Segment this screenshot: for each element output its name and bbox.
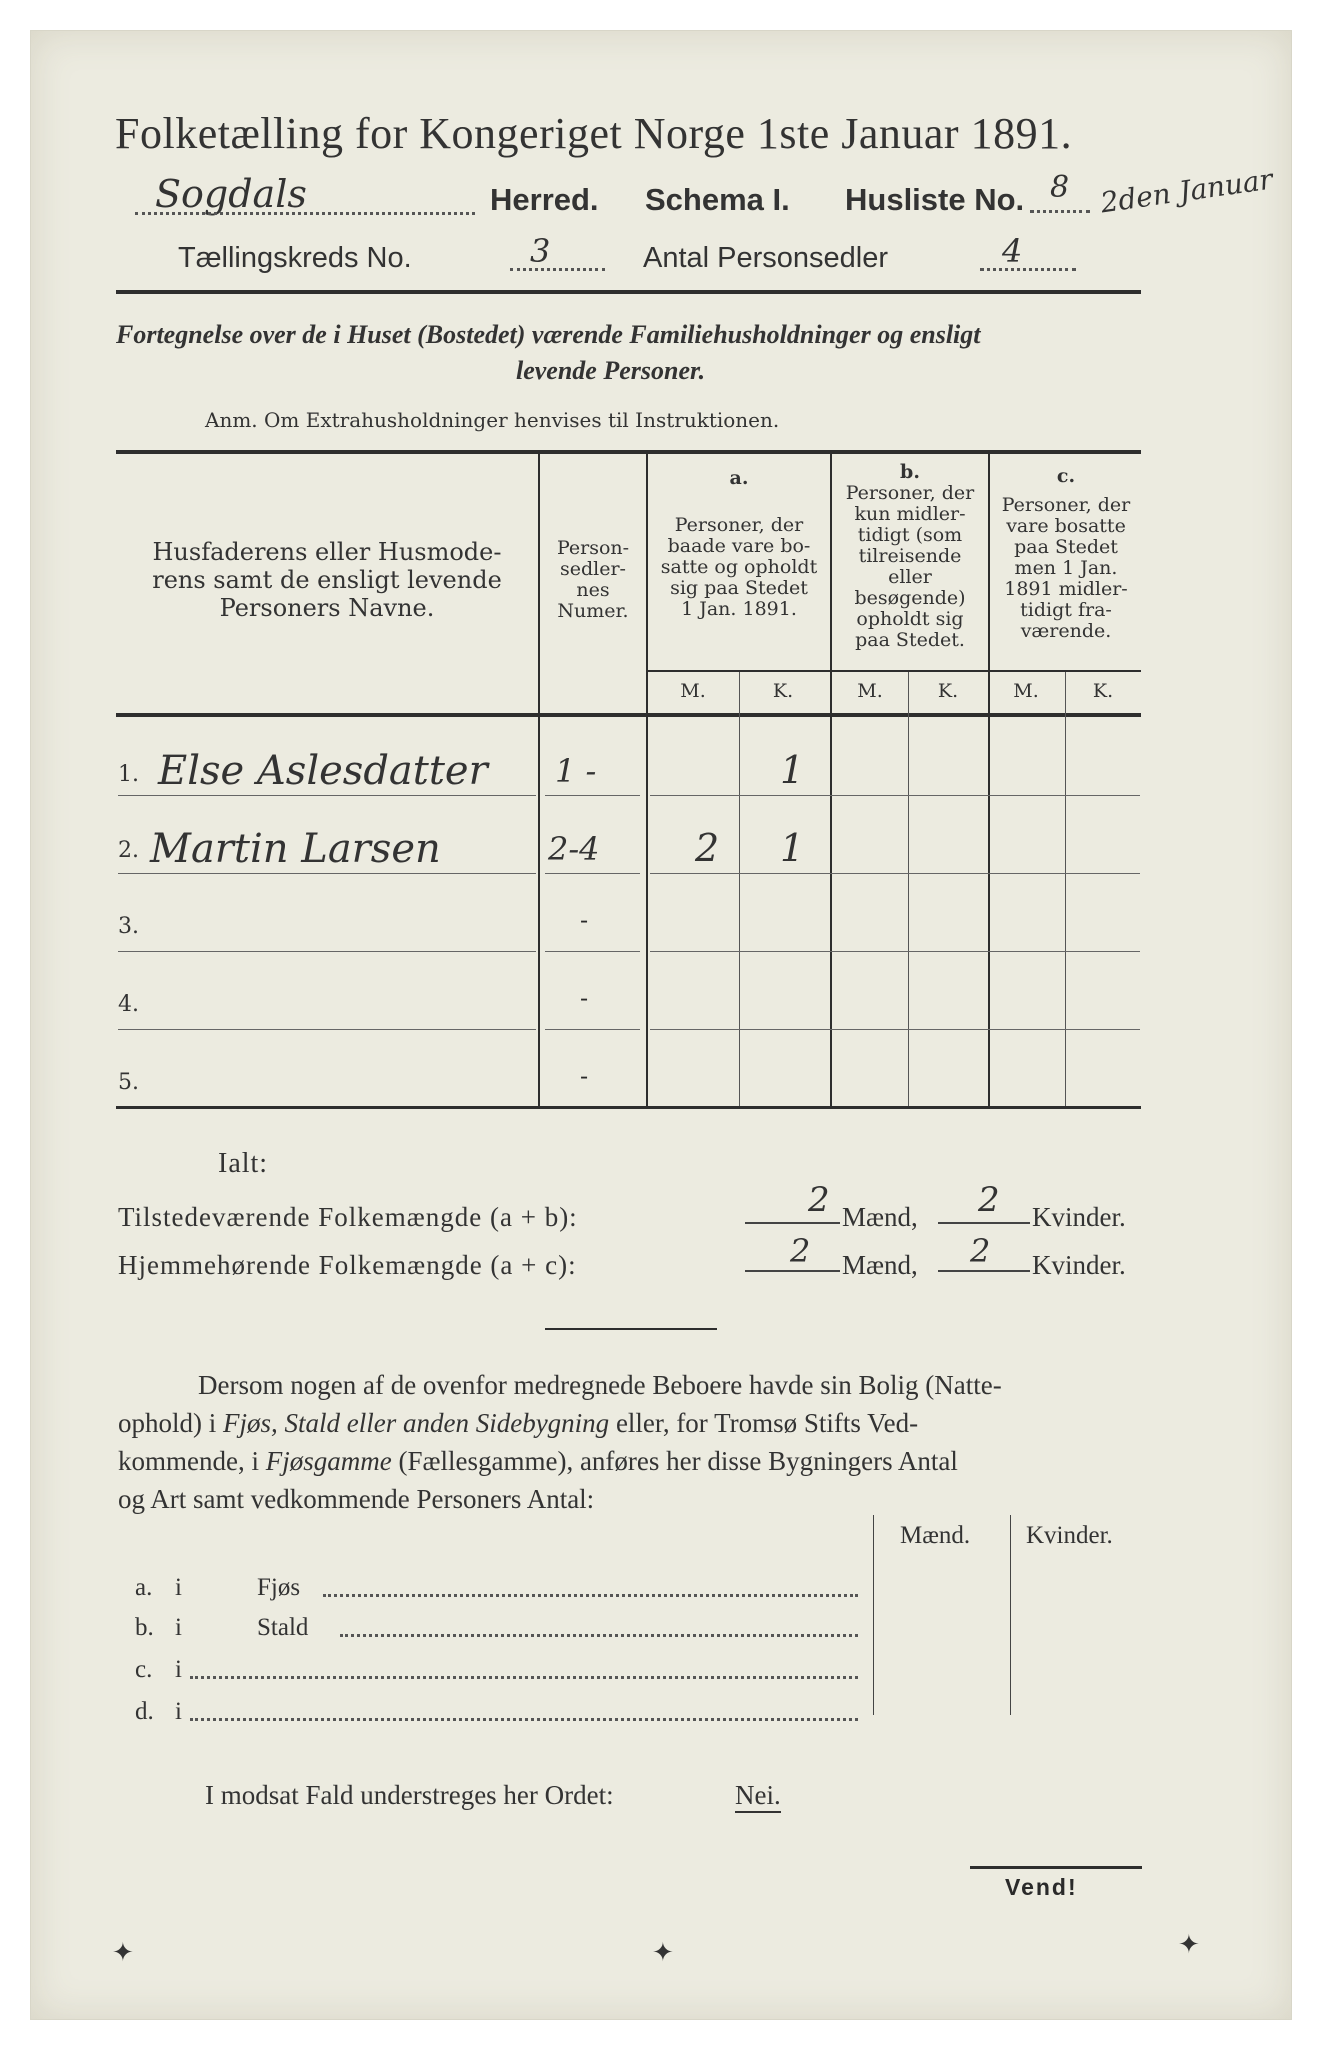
col-a-letter: a. — [729, 467, 749, 489]
col-divider-3 — [830, 452, 832, 1108]
total-2-kvinder-line — [938, 1270, 1030, 1272]
row-1-sedler: 1 - — [555, 752, 597, 790]
notice-line4: og Art samt vedkommende Personers Antal: — [118, 1484, 595, 1514]
col-b-line1: Personer, der — [845, 482, 975, 504]
personsedler-value: 4 — [1002, 232, 1023, 270]
total-1-kvinder-value: 2 — [978, 1180, 1000, 1220]
herred-dots — [135, 212, 475, 215]
notice-line3 — [118, 1446, 958, 1477]
col-a-line1: Personer, der — [674, 514, 804, 536]
col-a-line4: sig paa Stedet — [670, 577, 808, 599]
col-name-line2: rens samt de ensligt levende — [152, 566, 502, 594]
building-c-letter: c. — [135, 1656, 153, 1683]
building-a-letter: a. — [135, 1574, 153, 1601]
row-3-sedler: - — [580, 906, 589, 934]
c-m-label: M. — [1013, 680, 1039, 702]
col-divider-4 — [988, 452, 990, 1108]
c-k-label: K. — [1092, 680, 1114, 702]
ialt-label: Ialt: — [218, 1148, 269, 1179]
personsedler-dots — [980, 268, 1076, 271]
b-mk-divider — [908, 672, 909, 1106]
total-2-kvinder-value: 2 — [970, 1232, 991, 1270]
col-c-line6: tidigt fra- — [1020, 599, 1112, 621]
col-b-header — [833, 462, 987, 651]
col-c-header — [991, 466, 1141, 642]
total-2-kvinder-label: Kvinder. — [1032, 1250, 1126, 1280]
form-title: Folketælling for Kongeriget Norge 1ste Januar 1891. — [115, 109, 1073, 158]
row-2-sedler: 2-4 — [548, 830, 600, 868]
kreds-dots — [510, 268, 605, 271]
a-m-label: M. — [680, 680, 706, 702]
total-2-maend-value: 2 — [790, 1232, 811, 1270]
row-5-number: 5. — [118, 1070, 139, 1095]
building-a-label: Fjøs — [257, 1574, 301, 1601]
col-b-line5: eller — [888, 566, 932, 588]
total-1-maend-value: 2 — [808, 1180, 830, 1220]
kreds-value: 3 — [530, 232, 551, 270]
row-2-line-num — [545, 873, 640, 874]
row-4-line-name — [118, 1029, 536, 1030]
schema-label: Schema I. — [645, 182, 790, 217]
building-b-label: Stald — [257, 1614, 309, 1641]
row-1-a-k: 1 — [780, 748, 805, 792]
building-c-i: i — [175, 1656, 182, 1683]
vend-label: Vend! — [1005, 1874, 1078, 1900]
notice-line2-a: ophold) i — [118, 1408, 223, 1438]
col-divider-2 — [646, 452, 648, 1108]
col-a-header — [650, 468, 828, 620]
intro-line2: levende Personer. — [516, 356, 706, 385]
header-rule — [116, 290, 1141, 294]
husliste-note: 2den Januar — [1098, 162, 1275, 220]
building-kvinder-header: Kvinder. — [1026, 1522, 1113, 1549]
row-4-line-num — [545, 1029, 640, 1030]
corner-mark-left-icon: ✦ — [112, 1938, 134, 1968]
nei-word: Nei. — [735, 1780, 781, 1813]
corner-mark-right-icon: ✦ — [1178, 1930, 1200, 1960]
row-3-line-name — [118, 951, 536, 952]
col-num-line4: Numer. — [557, 600, 629, 622]
notice-line2 — [118, 1408, 918, 1439]
col-name-line3: Personers Navne. — [219, 594, 435, 622]
kreds-label: Tællingskreds No. — [178, 242, 412, 274]
col-name-header — [122, 538, 532, 622]
row-3-number: 3. — [118, 914, 139, 939]
col-c-line1: Personer, der — [1001, 494, 1131, 516]
building-divider-1 — [873, 1515, 874, 1715]
notice-line3-b: Fjøsgamme — [265, 1446, 392, 1476]
row-2-name: Martin Larsen — [150, 826, 441, 872]
col-a-line5: 1 Jan. 1891. — [681, 598, 797, 620]
row-5-sedler: - — [580, 1062, 589, 1090]
col-b-letter: b. — [900, 461, 920, 483]
husliste-dots — [1030, 210, 1090, 213]
col-num-header — [542, 538, 644, 622]
total-2-maend-line — [745, 1270, 840, 1272]
b-k-label: K. — [937, 680, 959, 702]
col-b-line3: tidigt (som — [857, 524, 963, 546]
row-4-number: 4. — [118, 992, 139, 1017]
building-b-dots — [340, 1634, 858, 1637]
c-mk-divider — [1065, 672, 1066, 1106]
col-c-line2: vare bosatte — [1006, 515, 1126, 537]
row-2-a-m: 2 — [695, 826, 720, 870]
row-2-a-k: 1 — [780, 826, 805, 870]
total-1-maend-line — [745, 1222, 840, 1224]
building-a-i: i — [175, 1574, 182, 1601]
col-c-line7: værende. — [1020, 620, 1112, 642]
notice-line2-c: eller, for Tromsø Stifts Ved- — [609, 1408, 919, 1438]
col-c-line4: men 1 Jan. — [1014, 557, 1118, 579]
total-2-label: Hjemmehørende Folkemængde (a + c): — [118, 1250, 577, 1280]
row-3-line-num — [545, 951, 640, 952]
row-2-line-cols — [650, 873, 1140, 874]
col-name-line1: Husfaderens eller Husmode- — [152, 538, 502, 566]
husliste-value: 8 — [1050, 170, 1070, 205]
section-separator — [545, 1328, 717, 1330]
row-1-line-num — [545, 795, 640, 796]
col-num-line1: Person- — [556, 537, 630, 559]
personsedler-label: Antal Personsedler — [643, 242, 889, 274]
col-c-letter: c. — [1056, 465, 1076, 487]
modsat-label: I modsat Fald understreges her Ordet: — [205, 1780, 614, 1810]
notice-line3-c: (Fællesgamme), anføres her disse Bygningers Antal — [391, 1446, 958, 1476]
vend-rule — [970, 1866, 1142, 1869]
husliste-label: Husliste No. — [845, 182, 1025, 217]
col-b-line6: besøgende) — [854, 587, 966, 609]
col-a-line2: baade vare bo- — [667, 535, 811, 557]
building-maend-header: Mænd. — [900, 1522, 971, 1549]
center-mark-icon: ✦ — [652, 1938, 674, 1968]
building-divider-2 — [1010, 1515, 1011, 1715]
herred-label: Herred. — [490, 182, 599, 217]
anm-note: Anm. Om Extrahusholdninger henvises til Instruktionen. — [205, 408, 780, 432]
building-b-letter: b. — [135, 1614, 154, 1641]
col-c-line3: paa Stedet — [1014, 536, 1118, 558]
col-b-line8: paa Stedet. — [855, 629, 965, 651]
row-1-name: Else Aslesdatter — [158, 748, 488, 794]
row-2-line-name — [118, 873, 536, 874]
building-d-i: i — [175, 1698, 182, 1725]
notice-line1: Dersom nogen af de ovenfor medregnede Beboere havde sin Bolig (Natte- — [198, 1370, 1002, 1400]
row-3-line-cols — [650, 951, 1140, 952]
row-1-number: 1. — [118, 762, 139, 787]
building-d-letter: d. — [135, 1698, 154, 1725]
total-1-maend-label: Mænd, — [842, 1202, 918, 1232]
building-c-dots — [190, 1676, 858, 1679]
a-k-label: K. — [772, 680, 794, 702]
notice-line2-b: Fjøs, Stald eller anden Sidebygning — [223, 1408, 610, 1438]
row-1-line-name — [118, 795, 536, 796]
building-b-i: i — [175, 1614, 182, 1641]
intro-line1: Fortegnelse over de i Huset (Bostedet) værende Familiehusholdninger og ensligt — [116, 320, 981, 349]
notice-line3-a: kommende, i — [118, 1446, 266, 1476]
col-b-line7: opholdt sig — [856, 608, 964, 630]
building-d-dots — [190, 1718, 858, 1721]
b-m-label: M. — [857, 680, 883, 702]
col-divider-1 — [538, 452, 540, 1108]
building-a-dots — [323, 1594, 858, 1597]
row-2-number: 2. — [118, 838, 139, 863]
total-2-maend-label: Mænd, — [842, 1250, 918, 1280]
b-subrule — [832, 670, 988, 672]
row-1-line-cols — [650, 795, 1140, 796]
col-num-line3: nes — [576, 579, 610, 601]
total-1-label: Tilstedeværende Folkemængde (a + b): — [118, 1202, 578, 1232]
a-mk-divider — [739, 672, 740, 1106]
row-4-line-cols — [650, 1029, 1140, 1030]
col-c-line5: 1891 midler- — [1004, 578, 1128, 600]
col-b-line2: kun midler- — [854, 503, 966, 525]
col-a-line3: satte og opholdt — [660, 556, 818, 578]
col-b-line4: tilreisende — [858, 545, 962, 567]
total-1-kvinder-line — [938, 1222, 1030, 1224]
herred-value: Sogdals — [155, 172, 307, 216]
col-num-line2: sedler- — [560, 558, 626, 580]
total-1-kvinder-label: Kvinder. — [1032, 1202, 1126, 1232]
row-4-sedler: - — [580, 984, 589, 1012]
